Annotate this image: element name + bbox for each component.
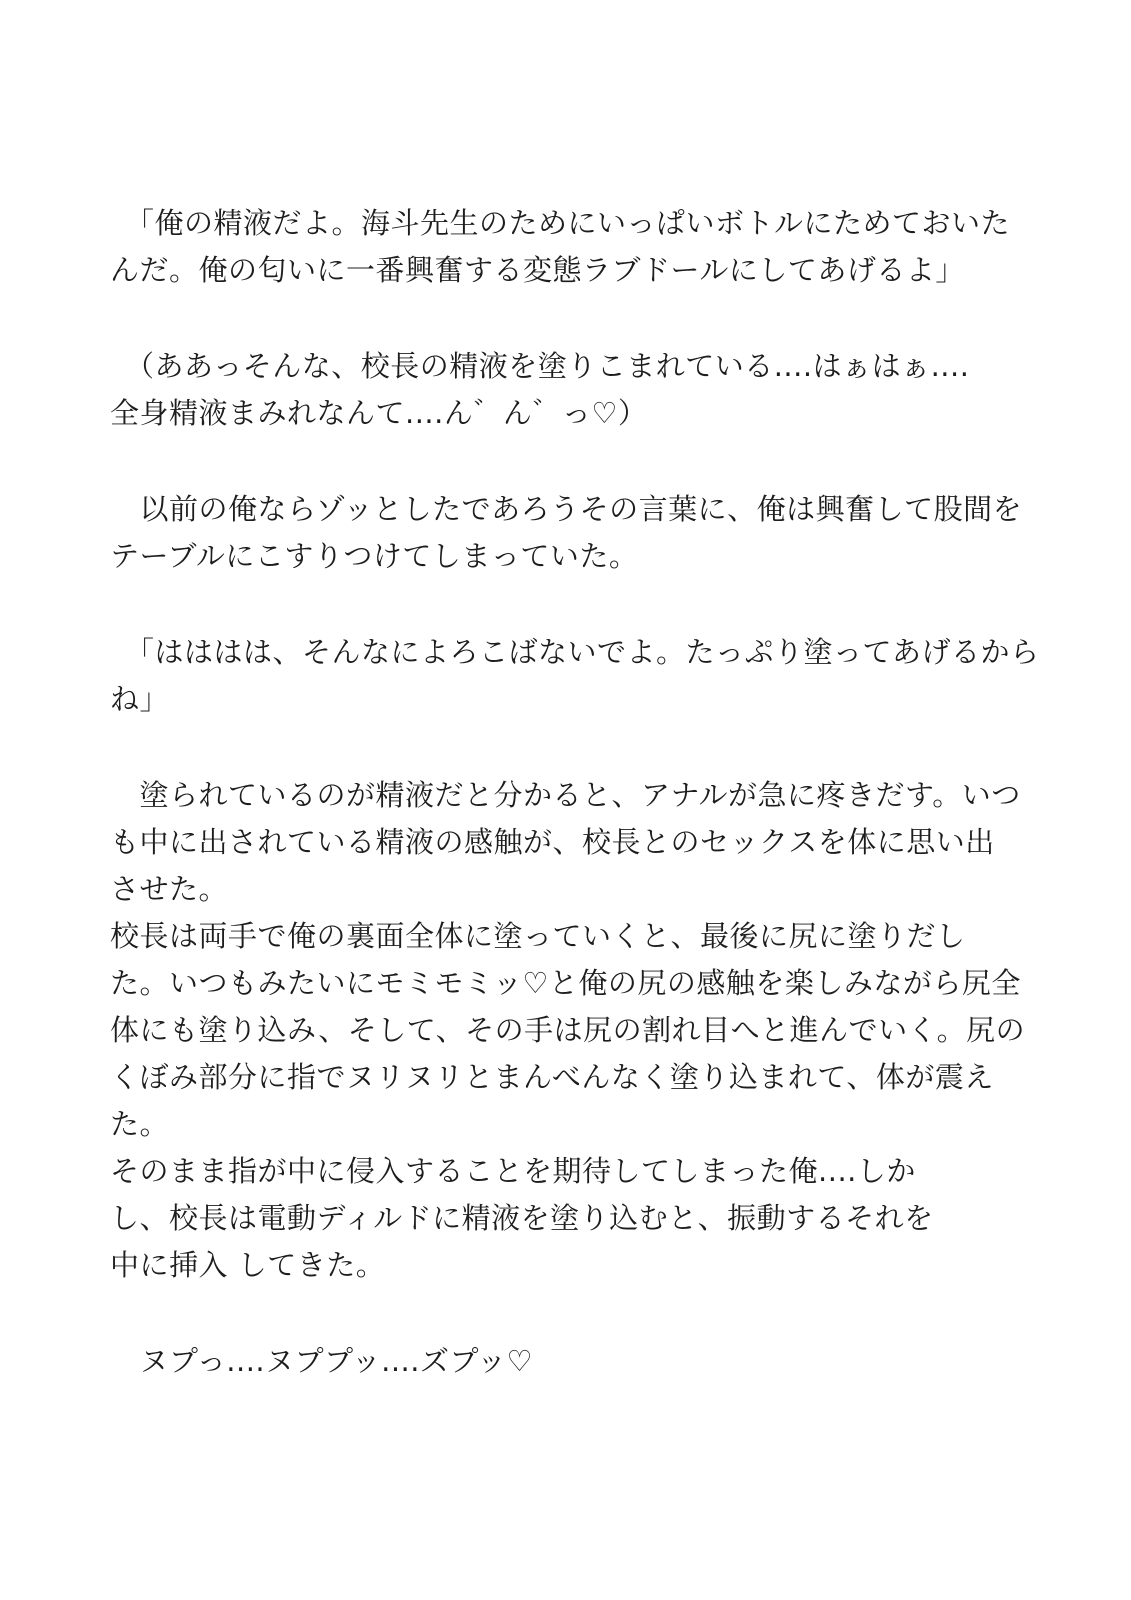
text-line: も中に出されている精液の感触が、校長とのセックスを体に思い出 bbox=[110, 825, 995, 859]
text-line: ね」 bbox=[110, 682, 170, 716]
paragraph-narration-2 bbox=[110, 772, 1040, 1289]
text-line: 「俺の精液だよ。海斗先生のためにいっぱいボトルにためておいた bbox=[110, 206, 1011, 240]
text-line: 校長は両手で俺の裏面全体に塗っていくと、最後に尻に塗りだし bbox=[110, 919, 966, 953]
text-line: 「はははは、そんなによろこばないでよ。たっぷり塗ってあげるから bbox=[110, 635, 1040, 669]
text-line: た。いつもみたいにモミモミッ♡と俺の尻の感触を楽しみながら尻全 bbox=[110, 966, 1021, 1000]
text-line: 塗られているのが精液だと分かると、アナルが急に疼きだす。いつ bbox=[110, 778, 1021, 812]
text-block bbox=[110, 200, 1040, 1385]
text-line: （ああっそんな、校長の精液を塗りこまれている....はぁはぁ.... bbox=[110, 349, 970, 383]
text-line: し、校長は電動ディルドに精液を塗り込むと、振動するそれを bbox=[110, 1201, 934, 1235]
text-line: んだ。俺の匂いに一番興奮する変態ラブドールにしてあげるよ」 bbox=[110, 253, 965, 287]
text-line: くぼみ部分に指でヌリヌリとまんべんなく塗り込まれて、体が震え bbox=[110, 1060, 994, 1094]
text-line: テーブルにこすりつけてしまっていた。 bbox=[110, 539, 639, 573]
paragraph-inner-thought bbox=[110, 343, 1040, 437]
text-line: 以前の俺ならゾッとしたであろうその言葉に、俺は興奮して股間を bbox=[110, 492, 1023, 526]
paragraph-sfx bbox=[110, 1338, 1040, 1385]
text-line: そのまま指が中に侵入することを期待してしまった俺....しか bbox=[110, 1154, 916, 1188]
text-line: させた。 bbox=[110, 872, 229, 906]
paragraph-dialogue-1 bbox=[110, 200, 1040, 294]
paragraph-narration-1 bbox=[110, 486, 1040, 580]
text-line: ヌプっ....ヌププッ....ズプッ♡ bbox=[110, 1344, 533, 1378]
text-line: 中に挿入 してきた。 bbox=[110, 1248, 386, 1282]
text-line: 全身精液まみれなんて....ん゛ん゛っ♡） bbox=[110, 396, 648, 430]
text-line: た。 bbox=[110, 1107, 170, 1141]
text-line: 体にも塗り込み、そして、その手は尻の割れ目へと進んでいく。尻の bbox=[110, 1013, 1026, 1047]
paragraph-dialogue-2 bbox=[110, 629, 1040, 723]
